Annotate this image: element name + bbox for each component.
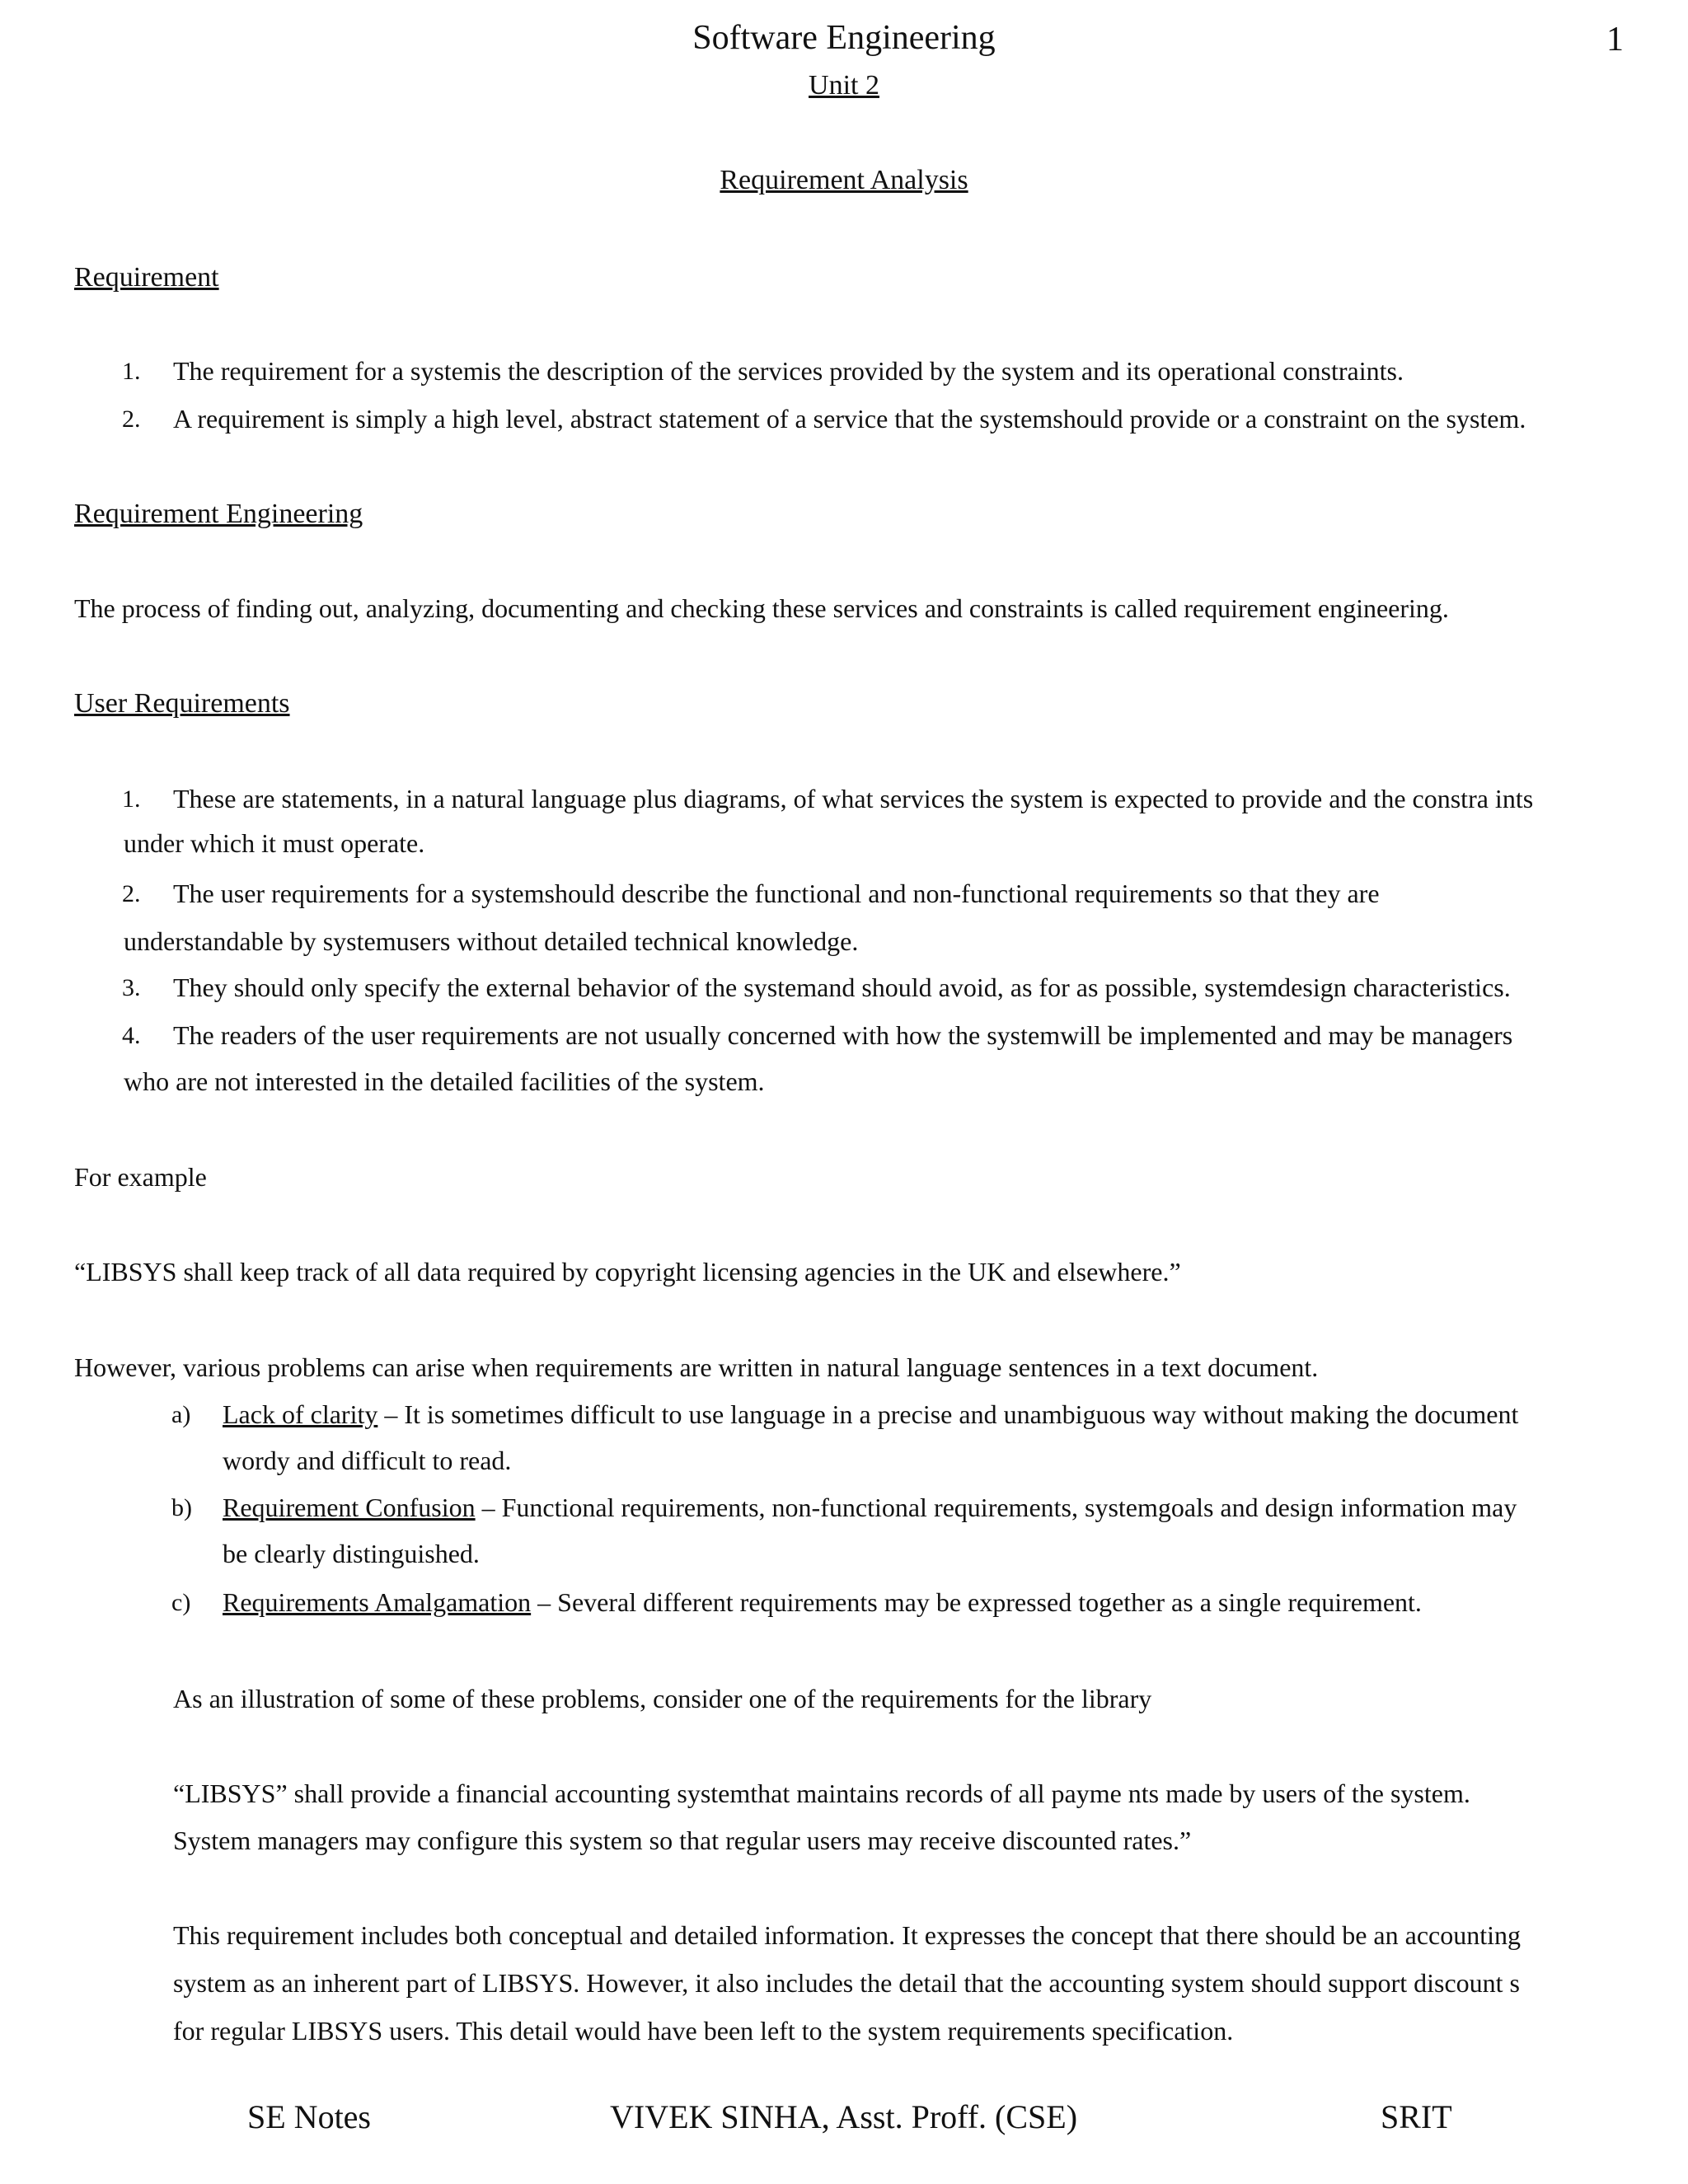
problem-item [223,1493,1517,1523]
list-item-text-continued: under which it must operate. [124,828,425,858]
footer-center: VIVEK SINHA, Asst. Proff. (CSE) [610,2098,1078,2135]
problem-term: Lack of clarity [223,1399,378,1429]
list-item-text: The user requirements for a systemshould describe the functional and non-functional requirements so that they are [173,879,1380,908]
list-item-text: The requirement for a systemis the description of the services provided by the system and its operational constraints. [173,356,1404,386]
problem-letter: a) [171,1401,191,1428]
list-item-text: These are statements, in a natural language plus diagrams, of what services the system is expected to provide and the constra ints [173,784,1534,813]
list-item-text: They should only specify the external behavior of the systemand should avoid, as for as possible, systemdesign characteristics. [173,972,1511,1002]
list-item-number: 4. [122,1022,141,1049]
analysis-line: system as an inherent part of LIBSYS. However, it also includes the detail that the accounting system should support discount s [173,1968,1520,1998]
header-title: Software Engineering [692,19,996,57]
problem-description: – Several different requirements may be expressed together as a single requirement. [531,1587,1422,1617]
heading-user-requirements: User Requirements [74,688,290,719]
list-item-number: 2. [122,405,141,433]
footer-right: SRIT [1381,2098,1452,2135]
list-item-number: 2. [122,880,141,907]
heading-requirement-engineering: Requirement Engineering [74,499,363,529]
list-item-text: A requirement is simply a high level, abstract statement of a service that the systemshould provide or a constraint on the system. [173,404,1526,434]
problem-description: – It is sometimes difficult to use language in a precise and unambiguous way without making the document [377,1399,1519,1429]
problem-term: Requirement Confusion [223,1493,476,1522]
page-number: 1 [1606,21,1624,59]
paragraph-requirement-engineering: The process of finding out, analyzing, documenting and checking these services and constraints is called requirement engineering. [74,593,1449,623]
list-item-number: 1. [122,785,141,813]
problem-term: Requirements Amalgamation [223,1587,532,1617]
document-title: Requirement Analysis [720,165,968,195]
example-label: For example [74,1162,207,1192]
problem-letter: b) [171,1494,192,1521]
problem-description: – Functional requirements, non-functional requirements, systemgoals and design information may [475,1493,1517,1522]
list-item-text: The readers of the user requirements are not usually concerned with how the systemwill be implemented and may be managers [173,1020,1513,1050]
list-item-number: 1. [122,358,141,385]
problem-item [223,1399,1518,1430]
problems-intro: However, various problems can arise when requirements are written in natural language sentences in a text document. [74,1352,1319,1382]
illustration-quote-line: System managers may configure this system so that regular users may receive discounted rates.” [173,1825,1192,1855]
problem-description-continued: be clearly distinguished. [223,1539,480,1568]
illustration-intro: As an illustration of some of these problems, consider one of the requirements for the library [173,1684,1152,1713]
analysis-line: for regular LIBSYS users. This detail would have been left to the system requirements specification. [173,2016,1234,2046]
list-item-number: 3. [122,974,141,1001]
illustration-quote-line: “LIBSYS” shall provide a financial accounting systemthat maintains records of all payme nts made by users of the system. [173,1779,1470,1808]
header-unit: Unit 2 [809,70,879,101]
footer-left: SE Notes [247,2098,371,2135]
problem-description-continued: wordy and difficult to read. [223,1446,512,1475]
problem-letter: c) [171,1589,191,1616]
list-item-text-continued: understandable by systemusers without detailed technical knowledge. [124,926,859,956]
example-quote: “LIBSYS shall keep track of all data required by copyright licensing agencies in the UK and elsewhere.” [74,1257,1181,1286]
list-item-text-continued: who are not interested in the detailed facilities of the system. [124,1066,765,1096]
analysis-line: This requirement includes both conceptual and detailed information. It expresses the concept that there should be an accounting [173,1920,1522,1950]
problem-item [223,1587,1422,1618]
heading-requirement: Requirement [74,262,219,293]
